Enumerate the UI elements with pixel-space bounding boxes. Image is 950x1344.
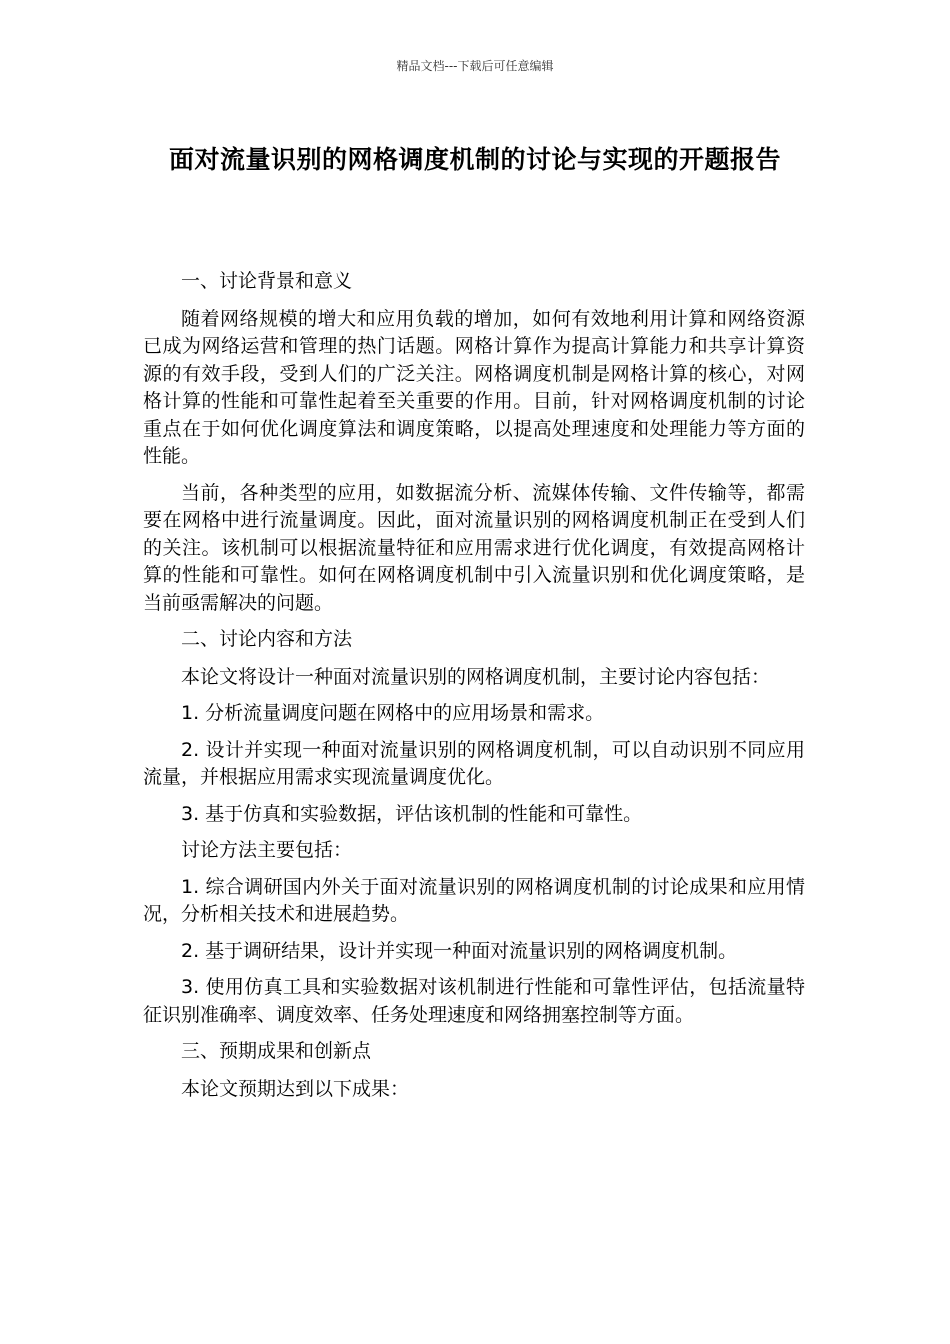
section-heading-outcomes: 三、预期成果和创新点 — [181, 1040, 372, 1062]
document-title: 面对流量识别的网格调度机制的讨论与实现的开题报告 — [168, 145, 781, 174]
paragraph-background-1: 随着网络规模的增大和应用负载的增加，如何有效地利用计算和网络资源已成为网络运营和管理的热门话题。网格计算作为提高计算能力和共享计算资源的有效手段，受到人们的广泛关注。网格调度机制是网格计算的核心，对网格计算的性能和可靠性起着至关重要的作用。目前，针对网格调度机制的讨论重点在于如何优化调度算法和调度策略，以提高处理速度和处理能力等方面的性能。 — [143, 307, 805, 467]
list-item-method-2: 2. 基于调研结果，设计并实现一种面对流量识别的网格调度机制。 — [181, 939, 738, 962]
section-heading-content-methods: 二、讨论内容和方法 — [181, 628, 353, 650]
document-body — [143, 268, 805, 1112]
list-item-method-1: 1. 综合调研国内外关于面对流量识别的网格调度机制的讨论成果和应用情况，分析相关技术和进展趋势。 — [143, 875, 805, 925]
section-heading-background: 一、讨论背景和意义 — [181, 270, 353, 292]
list-item-method-3: 3. 使用仿真工具和实验数据对该机制进行性能和可靠性评估，包括流量特征识别准确率、调度效率、任务处理速度和网络拥塞控制等方面。 — [143, 976, 805, 1026]
paragraph-background-2: 当前，各种类型的应用，如数据流分析、流媒体传输、文件传输等，都需要在网格中进行流量调度。因此，面对流量识别的网格调度机制正在受到人们的关注。该机制可以根据流量特征和应用需求进行优化调度，有效提高网格计算的性能和可靠性。如何在网格调度机制中引入流量识别和优化调度策略，是当前亟需解决的问题。 — [143, 481, 805, 614]
list-item-content-1: 1. 分析流量调度问题在网格中的应用场景和需求。 — [181, 702, 605, 724]
paragraph-content-intro: 本论文将设计一种面对流量识别的网格调度机制，主要讨论内容包括： — [181, 665, 771, 688]
header-note: 精品文档---下载后可任意编辑 — [396, 59, 554, 73]
list-item-content-2: 2. 设计并实现一种面对流量识别的网格调度机制，可以自动识别不同应用流量，并根据应用需求实现流量调度优化。 — [143, 738, 805, 788]
paragraph-methods-intro: 讨论方法主要包括： — [181, 839, 353, 861]
paragraph-outcomes-intro: 本论文预期达到以下成果： — [181, 1077, 410, 1100]
list-item-content-3: 3. 基于仿真和实验数据，评估该机制的性能和可靠性。 — [181, 802, 643, 825]
